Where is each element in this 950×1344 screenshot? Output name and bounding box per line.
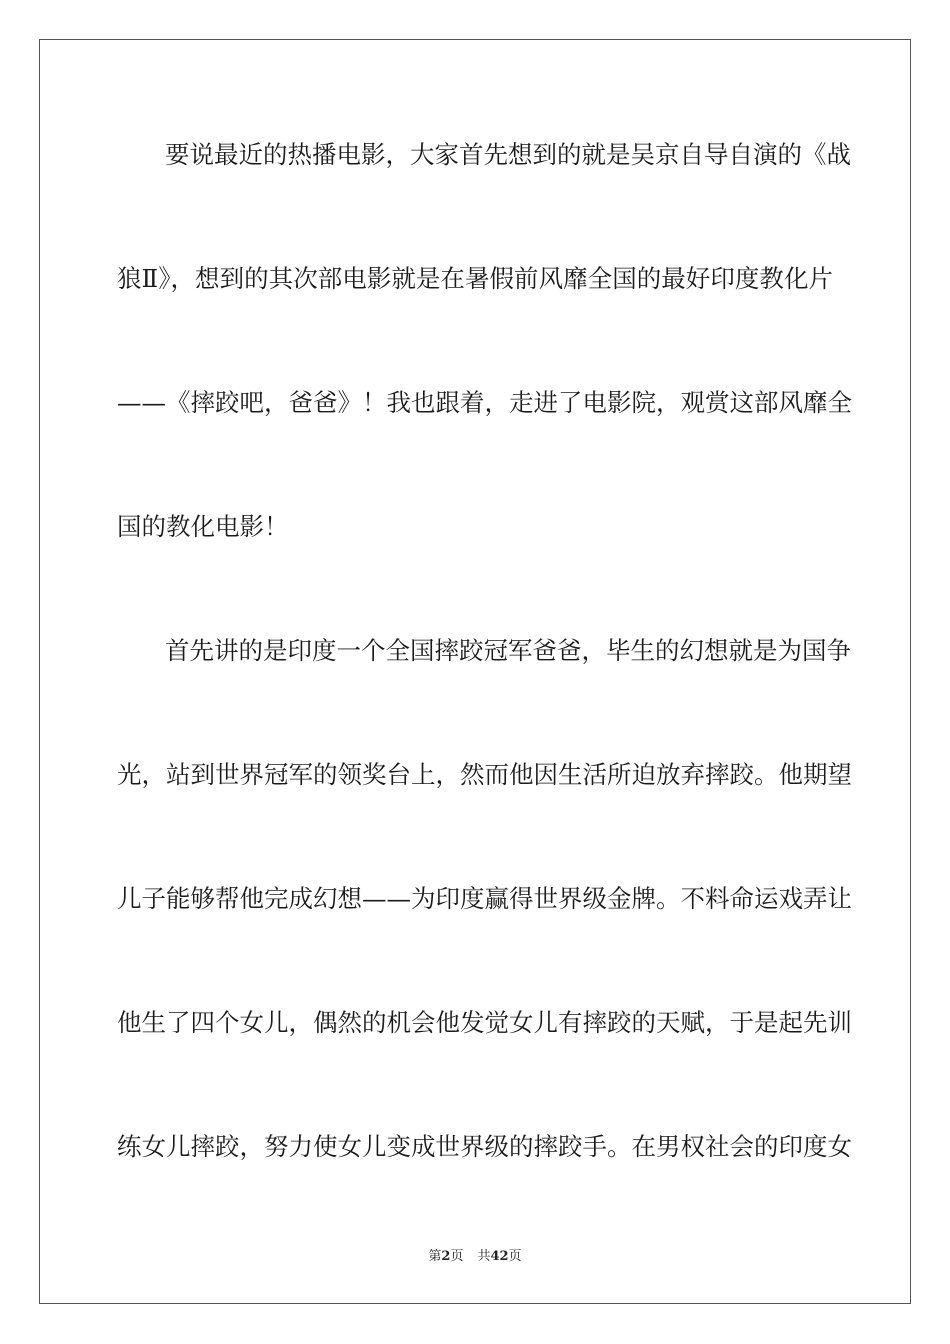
page-number: 2 <box>441 1249 451 1264</box>
total-suffix: 页 <box>508 1249 522 1264</box>
paragraph-1-line-2: 狼Ⅱ》，想到的其次部电影就是在暑假前风靡全国的最好印度教化片 <box>117 264 833 293</box>
paragraph-2-line-2: 光，站到世界冠军的领奖台上，然而他因生活所迫放弃摔跤。他期望 <box>117 760 852 789</box>
paragraph-2-line-4: 他生了四个女儿，偶然的机会他发觉女儿有摔跤的天赋，于是起先训 <box>117 1008 852 1037</box>
paragraph-2-line-3: 儿子能够帮他完成幻想——为印度赢得世界级金牌。不料命运戏弄让 <box>117 884 852 913</box>
paragraph-1-line-4: 国的教化电影！ <box>117 512 289 541</box>
document-body <box>117 124 852 1178</box>
paragraph-1-line-1: 要说最近的热播电影，大家首先想到的就是吴京自导自演的《战 <box>165 140 851 169</box>
total-pages: 42 <box>490 1249 509 1264</box>
page-suffix: 页 <box>450 1249 464 1264</box>
page-prefix: 第 <box>428 1249 442 1264</box>
paragraph-2-line-1: 首先讲的是印度一个全国摔跤冠军爸爸，毕生的幻想就是为国争 <box>165 636 851 665</box>
paragraph-2-line-5: 练女儿摔跤，努力使女儿变成世界级的摔跤手。在男权社会的印度女 <box>117 1132 852 1161</box>
total-prefix: 共 <box>477 1249 491 1264</box>
page-footer <box>0 1248 950 1266</box>
paragraph-1-line-3: ——《摔跤吧，爸爸》！我也跟着，走进了电影院，观赏这部风靡全 <box>117 388 852 417</box>
